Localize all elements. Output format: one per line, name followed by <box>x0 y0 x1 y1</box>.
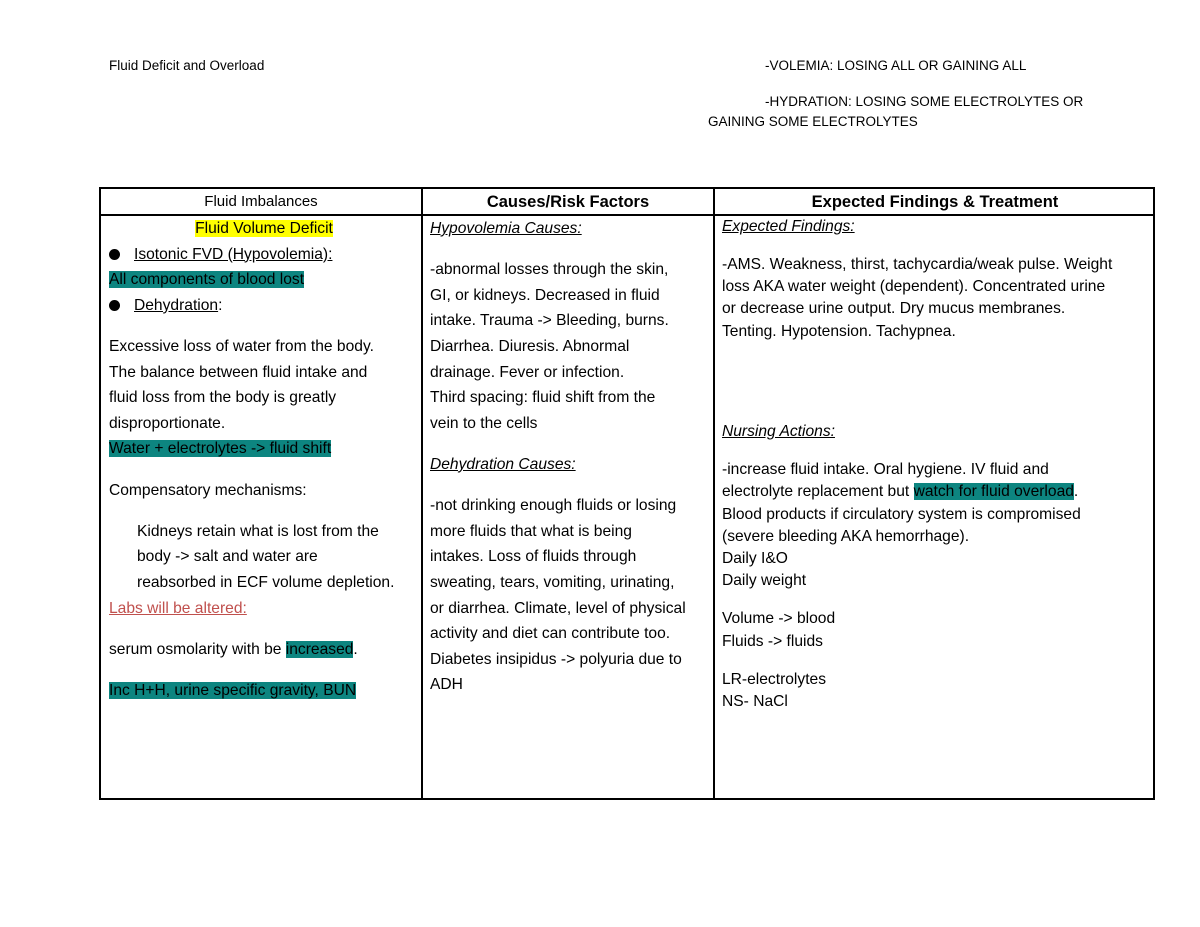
hydration-note-line-2: GAINING SOME ELECTROLYTES <box>708 114 918 129</box>
section-title: Fluid Volume Deficit <box>195 220 333 237</box>
text-line: -increase fluid intake. Oral hygiene. IV fluid and <box>722 460 1049 478</box>
watch-overload-highlight: watch for fluid overload <box>913 483 1074 501</box>
text-line: Blood products if circulatory system is compromised <box>722 505 1081 523</box>
expected-findings-heading: Expected Findings: <box>722 218 855 235</box>
header-fluid-imbalances: Fluid Imbalances <box>204 193 318 210</box>
fluid-shift-note: Water + electrolytes -> fluid shift <box>109 440 332 458</box>
header-causes-risk-factors: Causes/Risk Factors <box>486 193 650 211</box>
column-divider <box>713 189 715 798</box>
hydration-note-line-1: -HYDRATION: LOSING SOME ELECTROLYTES OR <box>765 94 1084 109</box>
volemia-note: -VOLEMIA: LOSING ALL OR GAINING ALL <box>765 58 1027 73</box>
fluid-imbalance-table <box>99 187 1155 800</box>
blank-line <box>722 374 1152 390</box>
blank-line <box>722 443 1152 459</box>
increased-highlight: increased <box>285 640 354 658</box>
text-line: body -> salt and water are <box>137 548 318 566</box>
bullet-icon <box>109 249 120 260</box>
findings-treatment-cell <box>722 216 1152 713</box>
blank-line <box>722 238 1152 254</box>
text-line: (severe bleeding AKA hemorrhage). <box>722 527 970 545</box>
serum-period: . <box>353 640 358 658</box>
text-line: drainage. Fever or infection. <box>430 363 625 381</box>
text-line: Excessive loss of water from the body. <box>109 337 374 355</box>
text-line: -abnormal losses through the skin, <box>430 261 669 279</box>
bullet-row <box>109 242 419 268</box>
blank-line <box>722 343 1152 359</box>
dehydration-label: Dehydration <box>134 296 219 314</box>
text-line: activity and diet can contribute too. <box>430 625 671 643</box>
overload-row <box>722 481 1152 503</box>
blank-line <box>722 593 1152 609</box>
text-line: fluid loss from the body is greatly <box>109 389 337 407</box>
fluids-line: Fluids -> fluids <box>722 632 823 650</box>
text-line: vein to the cells <box>430 414 538 432</box>
text-line: intake. Trauma -> Bleeding, burns. <box>430 312 669 330</box>
dehydration-causes-heading: Dehydration Causes: <box>430 455 576 473</box>
lr-line: LR-electrolytes <box>722 670 826 688</box>
replacement-text: electrolyte replacement but <box>722 483 914 501</box>
highlight-row <box>109 267 419 293</box>
overload-period: . <box>1073 483 1079 501</box>
text-line: or diarrhea. Climate, level of physical <box>430 599 686 617</box>
blank-line <box>430 242 710 258</box>
text-line: -not drinking enough fluids or losing <box>430 497 677 515</box>
text-line: The balance between fluid intake and <box>109 363 368 381</box>
blank-line <box>430 436 710 452</box>
isotonic-fvd-label: Isotonic FVD (Hypovolemia): <box>134 245 333 263</box>
volume-line: Volume -> blood <box>722 610 836 628</box>
blank-line <box>722 390 1152 406</box>
blank-line <box>722 653 1152 669</box>
bullet-icon <box>109 300 120 311</box>
nursing-actions-heading: Nursing Actions: <box>722 423 835 441</box>
all-components-note: All components of blood lost <box>109 271 305 289</box>
text-line: loss AKA water weight (dependent). Concentrated urine <box>722 278 1106 296</box>
dehydration-colon: : <box>218 296 223 314</box>
serum-text: serum osmolarity with be <box>109 640 286 658</box>
blank-line <box>722 359 1152 375</box>
text-line: Tenting. Hypotension. Tachypnea. <box>722 322 956 340</box>
text-line: disproportionate. <box>109 414 226 432</box>
labs-altered-note: Labs will be altered: <box>109 599 247 617</box>
text-line: ADH <box>430 676 463 694</box>
blank-line <box>109 318 419 334</box>
text-line: GI, or kidneys. Decreased in fluid <box>430 286 660 304</box>
text-line: Third spacing: fluid shift from the <box>430 389 656 407</box>
blank-line <box>109 621 419 637</box>
inc-labs-note: Inc H+H, urine specific gravity, BUN <box>109 681 357 699</box>
text-line: more fluids that what is being <box>430 522 632 540</box>
text-line: Daily weight <box>722 572 807 590</box>
header-findings-treatment: Expected Findings & Treatment <box>811 193 1059 211</box>
highlight-row <box>109 678 419 704</box>
text-line: Diarrhea. Diuresis. Abnormal <box>430 337 630 355</box>
text-line: Diabetes insipidus -> polyuria due to <box>430 650 682 668</box>
text-line: Daily I&O <box>722 550 788 568</box>
hypovolemia-causes-heading: Hypovolemia Causes: <box>430 220 582 237</box>
fluid-imbalances-cell <box>109 216 419 703</box>
blank-line <box>109 503 419 519</box>
blank-line <box>430 478 710 494</box>
serum-row <box>109 637 419 663</box>
document-title: Fluid Deficit and Overload <box>109 58 265 73</box>
text-line: Kidneys retain what is lost from the <box>137 522 379 540</box>
labs-row <box>109 596 419 622</box>
section-title-row <box>109 216 419 242</box>
blank-line <box>109 662 419 678</box>
text-line: sweating, tears, vomiting, urinating, <box>430 573 675 591</box>
text-line: reabsorbed in ECF volume depletion. <box>137 573 395 591</box>
ns-line: NS- NaCl <box>722 692 788 710</box>
compensatory-heading: Compensatory mechanisms: <box>109 481 307 499</box>
causes-cell <box>430 216 710 698</box>
blank-line <box>722 405 1152 421</box>
text-line: intakes. Loss of fluids through <box>430 548 637 566</box>
text-line: -AMS. Weakness, thirst, tachycardia/weak pulse. Weight <box>722 255 1113 273</box>
text-line: or decrease urine output. Dry mucus membranes. <box>722 300 1066 318</box>
highlight-row <box>109 436 419 462</box>
column-divider <box>421 189 423 798</box>
blank-line <box>109 462 419 478</box>
bullet-row <box>109 293 419 319</box>
